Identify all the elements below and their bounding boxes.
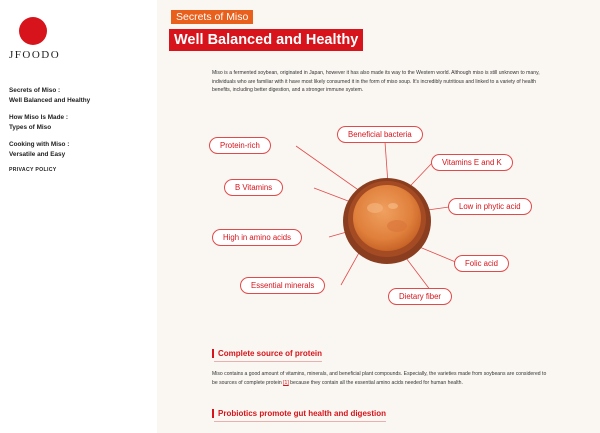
sidebar-item-title: Types of Miso <box>9 123 52 131</box>
section-heading-text: Complete source of protein <box>218 349 323 358</box>
benefit-label-beneficial-bacteria: Beneficial bacteria <box>337 126 423 143</box>
sidebar-item-how-miso-is-made[interactable] <box>9 113 149 132</box>
benefit-label-high-in-amino-acids: High in amino acids <box>212 229 302 246</box>
brand-logo-text[interactable]: JFOODO <box>9 49 61 61</box>
sidebar-item-title: Well Balanced and Healthy <box>9 96 91 104</box>
brand-logo-mark[interactable] <box>19 17 47 45</box>
benefits-diagram <box>157 118 600 318</box>
sidebar-item-title: Versatile and Easy <box>9 150 66 158</box>
section-heading-complete-protein <box>212 349 322 358</box>
sidebar-nav <box>9 86 149 173</box>
benefit-label-essential-minerals: Essential minerals <box>240 277 325 294</box>
section-heading-underline <box>214 361 322 362</box>
sidebar-item-secrets-of-miso[interactable] <box>9 86 149 105</box>
intro-paragraph: Miso is a fermented soybean, originated in Japan, however it has also made its way to the Western world. Although miso is still unknown to many, individuals who are familiar with it have most likely consumed it in the form of miso soup. It's incredibly nutritious and linked to a variety of health benefits, including better digestion, and a stronger immune system. <box>212 70 540 93</box>
section-heading-underline <box>214 421 386 422</box>
reference-link[interactable]: [1] <box>283 380 289 386</box>
section-heading-probiotics <box>212 409 386 418</box>
benefit-label-protein-rich: Protein-rich <box>209 137 271 154</box>
sidebar <box>0 0 157 433</box>
section-text-part: because they contain all the essential amino acids needed for human health. <box>288 380 463 386</box>
benefit-label-low-in-phytic-acid: Low in phytic acid <box>448 198 532 215</box>
section-text-complete-protein <box>212 370 552 388</box>
benefit-label-vitamins-e-and-k: Vitamins E and K <box>431 154 513 171</box>
benefit-label-b-vitamins: B Vitamins <box>224 179 283 196</box>
sidebar-item-cooking-with-miso[interactable] <box>9 140 149 159</box>
section-text-part: Miso contains a good amount of vitamins, minerals, and beneficial plant compounds. Especially, the varieties made from soybeans are considered to be sources of complete protein <box>212 371 547 386</box>
page-title: Well Balanced and Healthy <box>169 29 363 51</box>
section-heading-text: Probiotics promote gut health and digestion <box>218 409 387 418</box>
section-kicker: Secrets of Miso <box>171 10 253 24</box>
sidebar-item-prefix: How Miso Is Made : <box>9 114 68 121</box>
sidebar-item-prefix: Cooking with Miso : <box>9 141 70 148</box>
miso-bowl-image <box>343 178 431 264</box>
benefit-label-dietary-fiber: Dietary fiber <box>388 288 452 305</box>
main-content <box>157 0 600 433</box>
privacy-policy-link[interactable]: PRIVACY POLICY <box>9 167 57 173</box>
benefit-label-folic-acid: Folic acid <box>454 255 509 272</box>
sidebar-item-prefix: Secrets of Miso : <box>9 87 61 94</box>
